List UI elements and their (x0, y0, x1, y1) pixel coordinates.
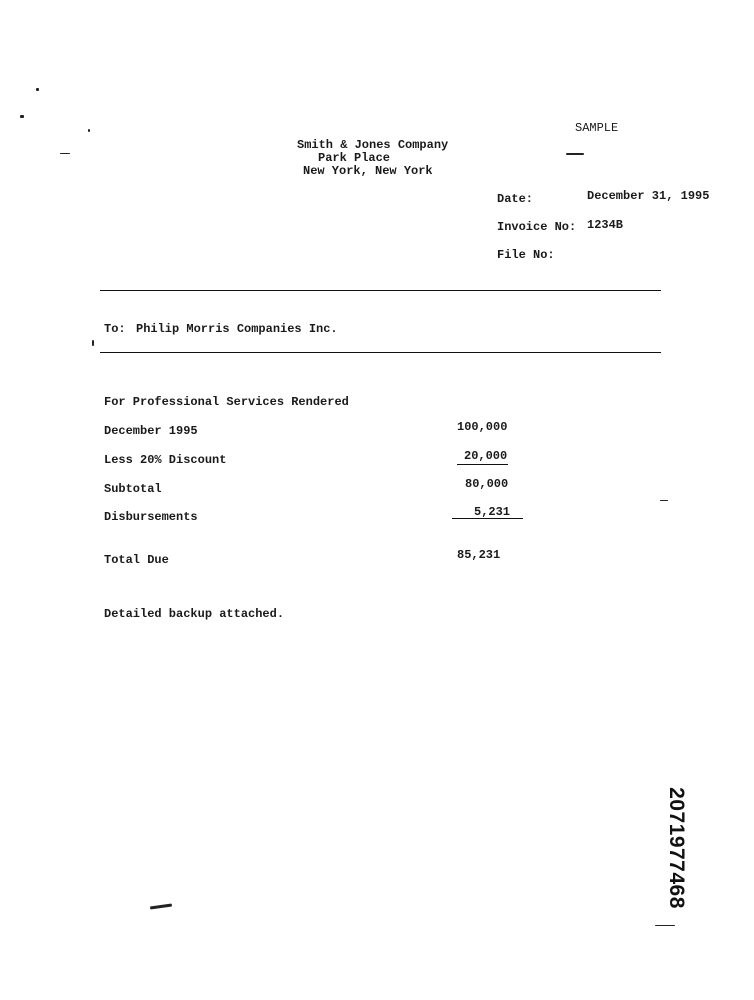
document-id-stamp: 2071977468 (665, 787, 688, 909)
company-address-line2: New York, New York (303, 164, 433, 178)
scan-mark (36, 88, 39, 91)
amount-underline (452, 518, 523, 519)
line-item-label: Disbursements (104, 510, 198, 524)
scan-mark (60, 153, 70, 154)
line-item-label: December 1995 (104, 424, 198, 438)
backup-note: Detailed backup attached. (104, 607, 285, 621)
scan-mark (92, 340, 94, 346)
company-name: Smith & Jones Company (297, 138, 449, 152)
scan-mark (566, 153, 584, 155)
date-label: Date: (497, 192, 534, 206)
amount-underline (457, 464, 508, 465)
line-item-amount: 80,000 (465, 477, 509, 491)
invoice-number-label: Invoice No: (497, 220, 577, 234)
line-item-amount: 100,000 (457, 420, 508, 434)
services-heading: For Professional Services Rendered (104, 395, 349, 409)
sample-label: SAMPLE (575, 121, 619, 135)
scan-mark (88, 129, 90, 132)
scan-mark (655, 925, 675, 926)
to-label: To: (104, 322, 126, 336)
invoice-number-value: 1234B (587, 218, 624, 232)
line-item-amount: 20,000 (464, 449, 508, 463)
total-due-amount: 85,231 (457, 548, 501, 562)
total-due-label: Total Due (104, 553, 169, 567)
divider-top (100, 290, 661, 291)
scan-mark (150, 903, 172, 909)
line-item-label: Subtotal (104, 482, 162, 496)
file-number-label: File No: (497, 248, 555, 262)
divider-bottom (100, 352, 661, 353)
scan-mark (660, 500, 668, 501)
line-item-amount: 5,231 (474, 505, 511, 519)
recipient-name: Philip Morris Companies Inc. (136, 322, 338, 336)
date-value: December 31, 1995 (587, 189, 710, 203)
scan-mark (20, 115, 24, 118)
company-address-line1: Park Place (318, 151, 391, 165)
line-item-label: Less 20% Discount (104, 453, 227, 467)
